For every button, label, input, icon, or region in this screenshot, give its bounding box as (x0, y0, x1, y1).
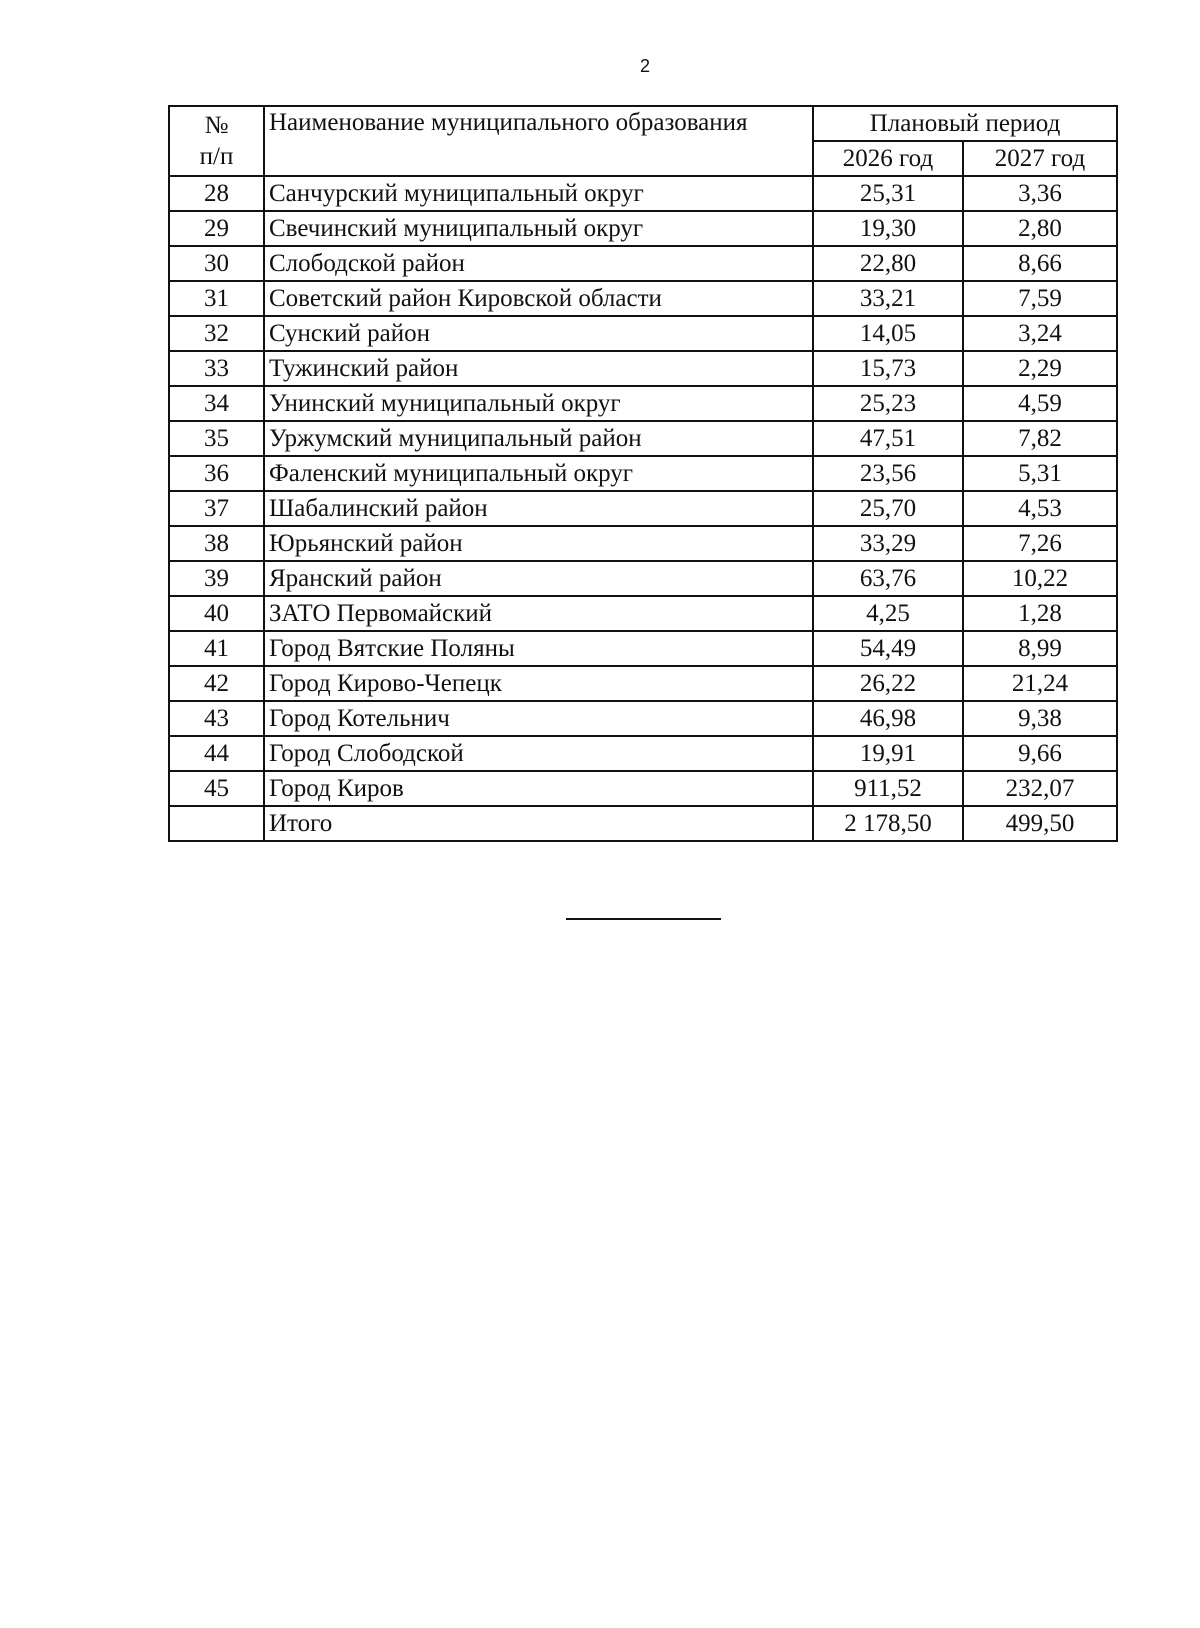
municipality-name: Унинский муниципальный округ (264, 386, 813, 421)
value-2026: 23,56 (813, 456, 963, 491)
value-2026: 4,25 (813, 596, 963, 631)
table-row (169, 246, 1117, 281)
value-2026: 25,70 (813, 491, 963, 526)
municipality-name: Город Кирово-Чепецк (264, 666, 813, 701)
row-number: 41 (169, 631, 264, 666)
table-row (169, 211, 1117, 246)
value-2027: 9,66 (963, 736, 1117, 771)
row-number: 42 (169, 666, 264, 701)
total-row-number (169, 806, 264, 841)
municipality-name: Слободской район (264, 246, 813, 281)
value-2027: 7,82 (963, 421, 1117, 456)
value-2027: 5,31 (963, 456, 1117, 491)
value-2026: 15,73 (813, 351, 963, 386)
municipality-name: Советский район Кировской области (264, 281, 813, 316)
table-header (169, 106, 1117, 176)
municipality-name: Сунский район (264, 316, 813, 351)
value-2026: 26,22 (813, 666, 963, 701)
total-2026: 2 178,50 (813, 806, 963, 841)
table-footer (169, 806, 1117, 841)
header-row-number (169, 106, 264, 176)
table-row (169, 386, 1117, 421)
header-planned-period: Плановый период (813, 106, 1117, 141)
row-number: 31 (169, 281, 264, 316)
row-number: 29 (169, 211, 264, 246)
row-number: 37 (169, 491, 264, 526)
municipality-name: Юрьянский район (264, 526, 813, 561)
total-label: Итого (264, 806, 813, 841)
row-number: 38 (169, 526, 264, 561)
header-year-2026: 2026 год (813, 141, 963, 176)
row-number: 30 (169, 246, 264, 281)
row-number: 40 (169, 596, 264, 631)
value-2026: 33,21 (813, 281, 963, 316)
table-row (169, 631, 1117, 666)
row-number: 34 (169, 386, 264, 421)
table-row (169, 526, 1117, 561)
value-2027: 232,07 (963, 771, 1117, 806)
municipality-name: Уржумский муниципальный район (264, 421, 813, 456)
value-2026: 46,98 (813, 701, 963, 736)
municipality-name: Город Киров (264, 771, 813, 806)
value-2027: 3,24 (963, 316, 1117, 351)
value-2027: 2,29 (963, 351, 1117, 386)
total-row (169, 806, 1117, 841)
value-2027: 7,59 (963, 281, 1117, 316)
municipality-name: Город Котельнич (264, 701, 813, 736)
value-2027: 7,26 (963, 526, 1117, 561)
value-2027: 8,99 (963, 631, 1117, 666)
value-2027: 10,22 (963, 561, 1117, 596)
value-2026: 22,80 (813, 246, 963, 281)
municipality-name: ЗАТО Первомайский (264, 596, 813, 631)
table-row (169, 491, 1117, 526)
value-2026: 47,51 (813, 421, 963, 456)
value-2026: 19,91 (813, 736, 963, 771)
value-2027: 1,28 (963, 596, 1117, 631)
table-row (169, 351, 1117, 386)
row-number: 39 (169, 561, 264, 596)
table-body (169, 176, 1117, 806)
municipality-name: Санчурский муниципальный округ (264, 176, 813, 211)
value-2026: 25,23 (813, 386, 963, 421)
table-row (169, 456, 1117, 491)
page-number: 2 (639, 56, 650, 76)
row-number: 35 (169, 421, 264, 456)
table-row (169, 771, 1117, 806)
value-2026: 25,31 (813, 176, 963, 211)
allocation-table (168, 105, 1118, 842)
municipality-name: Фаленский муниципальный округ (264, 456, 813, 491)
municipality-name: Город Вятские Поляны (264, 631, 813, 666)
total-2027: 499,50 (963, 806, 1117, 841)
municipality-name: Город Слободской (264, 736, 813, 771)
value-2026: 33,29 (813, 526, 963, 561)
municipality-name: Яранский район (264, 561, 813, 596)
value-2026: 63,76 (813, 561, 963, 596)
value-2026: 54,49 (813, 631, 963, 666)
header-municipality-name: Наименование муниципального образования (264, 106, 813, 176)
value-2027: 3,36 (963, 176, 1117, 211)
value-2027: 4,53 (963, 491, 1117, 526)
table-row (169, 176, 1117, 211)
value-2027: 9,38 (963, 701, 1117, 736)
value-2027: 8,66 (963, 246, 1117, 281)
row-number: 43 (169, 701, 264, 736)
table-row (169, 561, 1117, 596)
value-2027: 4,59 (963, 386, 1117, 421)
table-row (169, 666, 1117, 701)
end-of-document-rule (566, 918, 721, 920)
header-number-abbrev: п/п (199, 143, 234, 170)
header-number-sign: № (204, 112, 229, 139)
row-number: 44 (169, 736, 264, 771)
municipality-name: Свечинский муниципальный округ (264, 211, 813, 246)
table-row (169, 596, 1117, 631)
value-2027: 2,80 (963, 211, 1117, 246)
table-row (169, 701, 1117, 736)
municipality-name: Шабалинский район (264, 491, 813, 526)
value-2026: 911,52 (813, 771, 963, 806)
row-number: 45 (169, 771, 264, 806)
value-2026: 19,30 (813, 211, 963, 246)
table-row (169, 421, 1117, 456)
row-number: 28 (169, 176, 264, 211)
row-number: 36 (169, 456, 264, 491)
row-number: 33 (169, 351, 264, 386)
header-year-2027: 2027 год (963, 141, 1117, 176)
table-row (169, 281, 1117, 316)
row-number: 32 (169, 316, 264, 351)
table-row (169, 316, 1117, 351)
municipality-name: Тужинский район (264, 351, 813, 386)
value-2026: 14,05 (813, 316, 963, 351)
value-2027: 21,24 (963, 666, 1117, 701)
table-row (169, 736, 1117, 771)
